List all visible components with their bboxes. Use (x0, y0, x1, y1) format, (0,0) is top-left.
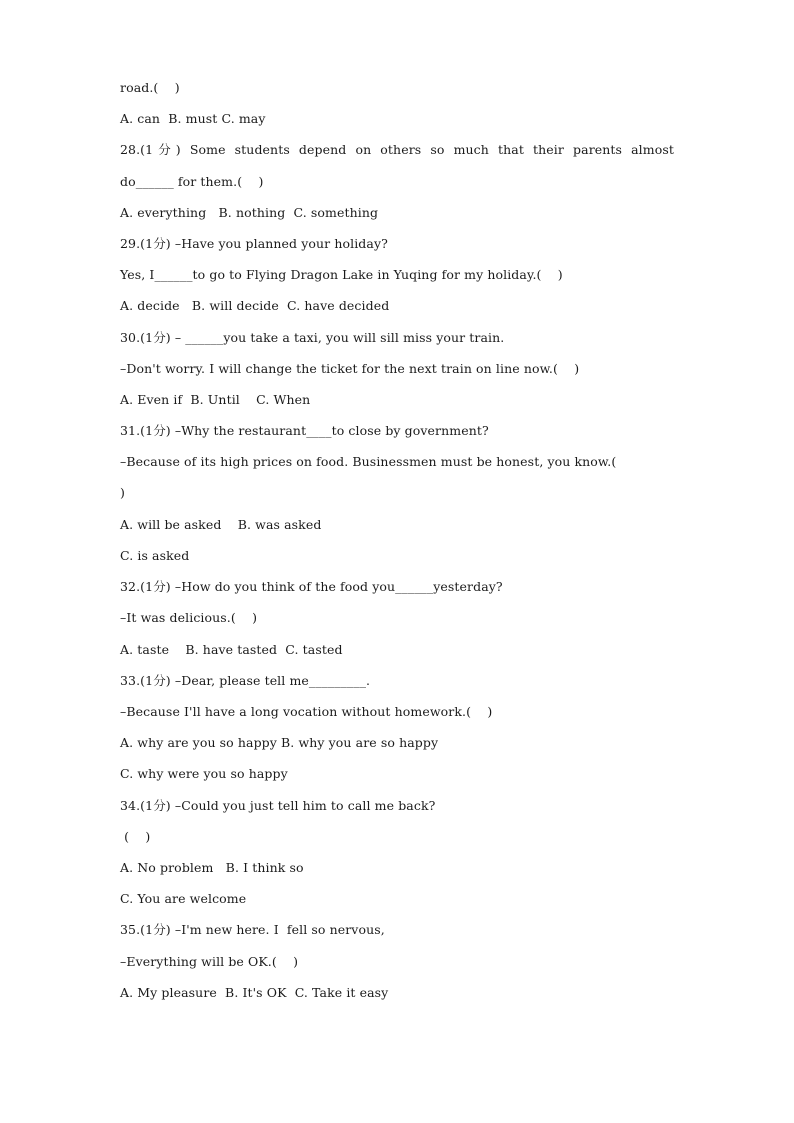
q34-stem: 34.(1分) –Could you just tell him to call me back? (120, 798, 436, 813)
q28-stem-cont: do______ for them.( ) (120, 174, 264, 189)
q31-stem-cont: –Because of its high prices on food. Businessmen must be honest, you know.( (120, 454, 617, 469)
q31-stem: 31.(1分) –Why the restaurant____to close by government? (120, 423, 489, 438)
q32-stem: 32.(1分) –How do you think of the food you______yesterday? (120, 579, 503, 594)
q34-options-ab: A. No problem B. I think so (120, 860, 304, 875)
q30-stem-cont: –Don't worry. I will change the ticket for the next train on line now.( ) (120, 361, 580, 376)
q29-options: A. decide B. will decide C. have decided (120, 298, 390, 313)
q34-bracket: ( ) (120, 829, 151, 844)
q34-options-c: C. You are welcome (120, 891, 247, 906)
q31-options-c: C. is asked (120, 548, 190, 563)
q29-stem-cont: Yes, I______to go to Flying Dragon Lake in Yuqing for my holiday.( ) (120, 267, 563, 282)
q31-options-ab: A. will be asked B. was asked (120, 517, 322, 532)
q33-stem: 33.(1分) –Dear, please tell me_________. (120, 673, 371, 688)
q28-stem: 28.(1分) Some students depend on others so much that their parents almost (120, 142, 674, 157)
q35-options: A. My pleasure B. It's OK C. Take it easy (120, 985, 389, 1000)
q27-options: A. can B. must C. may (120, 111, 266, 126)
text-line-road: road.( ) (120, 80, 180, 95)
q30-options: A. Even if B. Until C. When (120, 392, 311, 407)
q35-stem: 35.(1分) –I'm new here. I fell so nervous, (120, 922, 385, 937)
q35-stem-cont: –Everything will be OK.( ) (120, 954, 299, 969)
q32-stem-cont: –It was delicious.( ) (120, 610, 258, 625)
q33-options-c: C. why were you so happy (120, 766, 288, 781)
q28-options: A. everything B. nothing C. something (120, 205, 379, 220)
q32-options: A. taste B. have tasted C. tasted (120, 642, 343, 657)
q29-stem: 29.(1分) –Have you planned your holiday? (120, 236, 388, 251)
q31-bracket: ) (120, 485, 125, 500)
q33-stem-cont: –Because I'll have a long vocation without homework.( ) (120, 704, 493, 719)
q30-stem: 30.(1分) – ______you take a taxi, you will sill miss your train. (120, 330, 505, 345)
q33-options-ab: A. why are you so happy B. why you are so happy (120, 735, 439, 750)
